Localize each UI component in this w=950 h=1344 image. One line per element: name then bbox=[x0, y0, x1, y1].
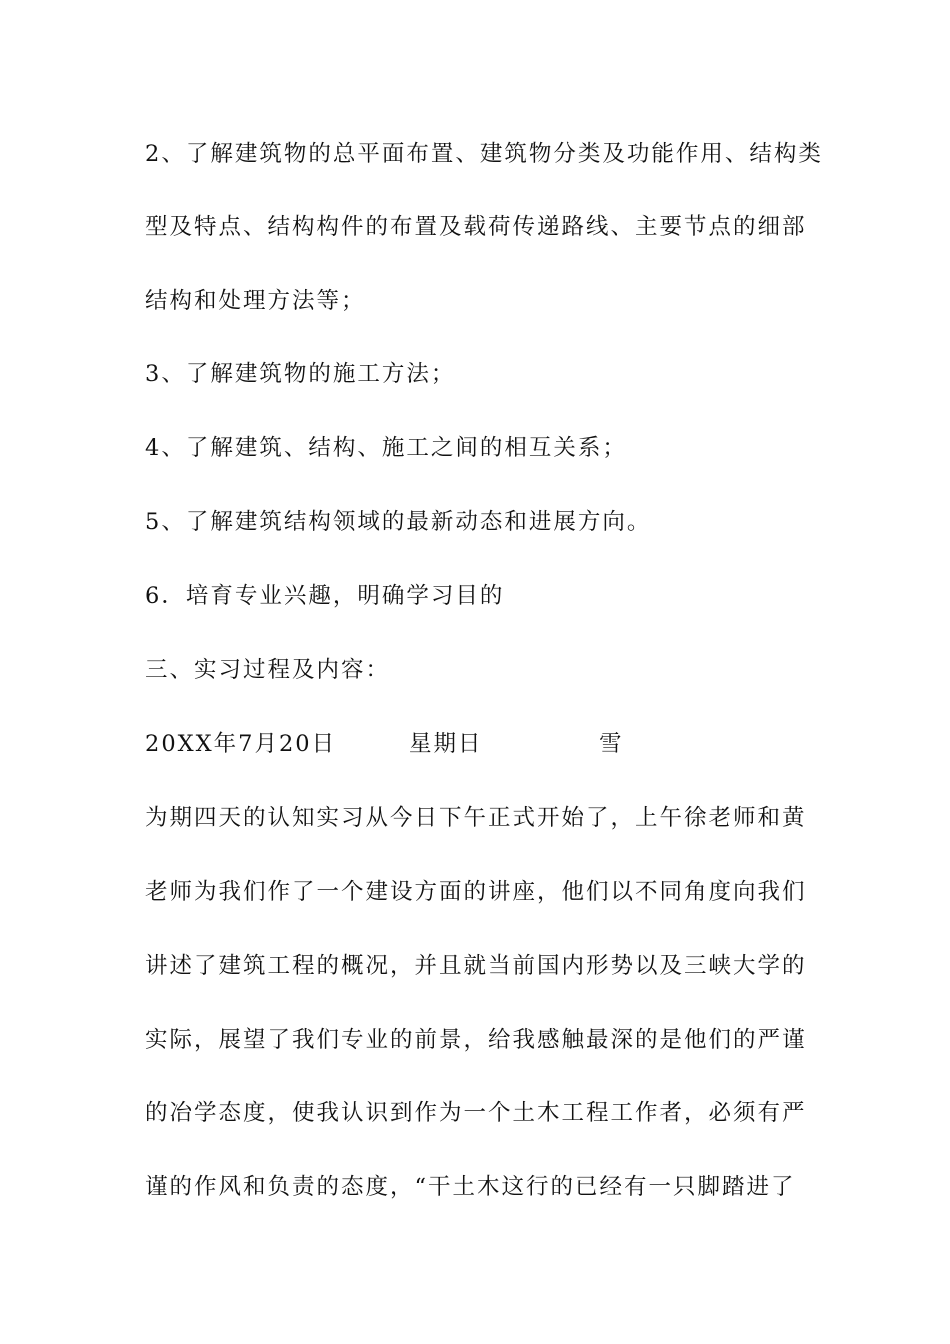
text-line: 4、了解建筑、结构、施工之间的相互关系； bbox=[145, 435, 627, 461]
entry-date: 20XX年7月20日 bbox=[145, 731, 337, 757]
body-line: 谨的作风和负责的态度，“干土木这行的已经有一只脚踏进了 bbox=[145, 1174, 796, 1200]
text-line: 型及特点、结构构件的布置及载荷传递路线、主要节点的细部 bbox=[145, 214, 807, 240]
body-line: 的冶学态度，使我认识到作为一个土木工程工作者，必须有严 bbox=[145, 1100, 807, 1126]
text-line: 3、了解建筑物的施工方法； bbox=[145, 361, 456, 387]
text-line: 2、了解建筑物的总平面布置、建筑物分类及功能作用、结构类 bbox=[145, 141, 823, 167]
entry-weather: 雪 bbox=[599, 731, 624, 757]
text-line: 5、了解建筑结构领域的最新动态和进展方向。 bbox=[145, 509, 652, 535]
text-line: 结构和处理方法等； bbox=[145, 288, 366, 314]
body-line: 老师为我们作了一个建设方面的讲座，他们以不同角度向我们 bbox=[145, 879, 807, 905]
section-heading: 三、实习过程及内容： bbox=[145, 657, 391, 683]
body-line: 讲述了建筑工程的概况，并且就当前国内形势以及三峡大学的 bbox=[145, 953, 807, 979]
entry-weekday: 星期日 bbox=[409, 731, 483, 757]
body-line: 实际，展望了我们专业的前景，给我感触最深的是他们的严谨 bbox=[145, 1027, 807, 1053]
body-line: 为期四天的认知实习从今日下午正式开始了，上午徐老师和黄 bbox=[145, 805, 807, 831]
text-line: 6．培育专业兴趣，明确学习目的 bbox=[145, 583, 505, 609]
